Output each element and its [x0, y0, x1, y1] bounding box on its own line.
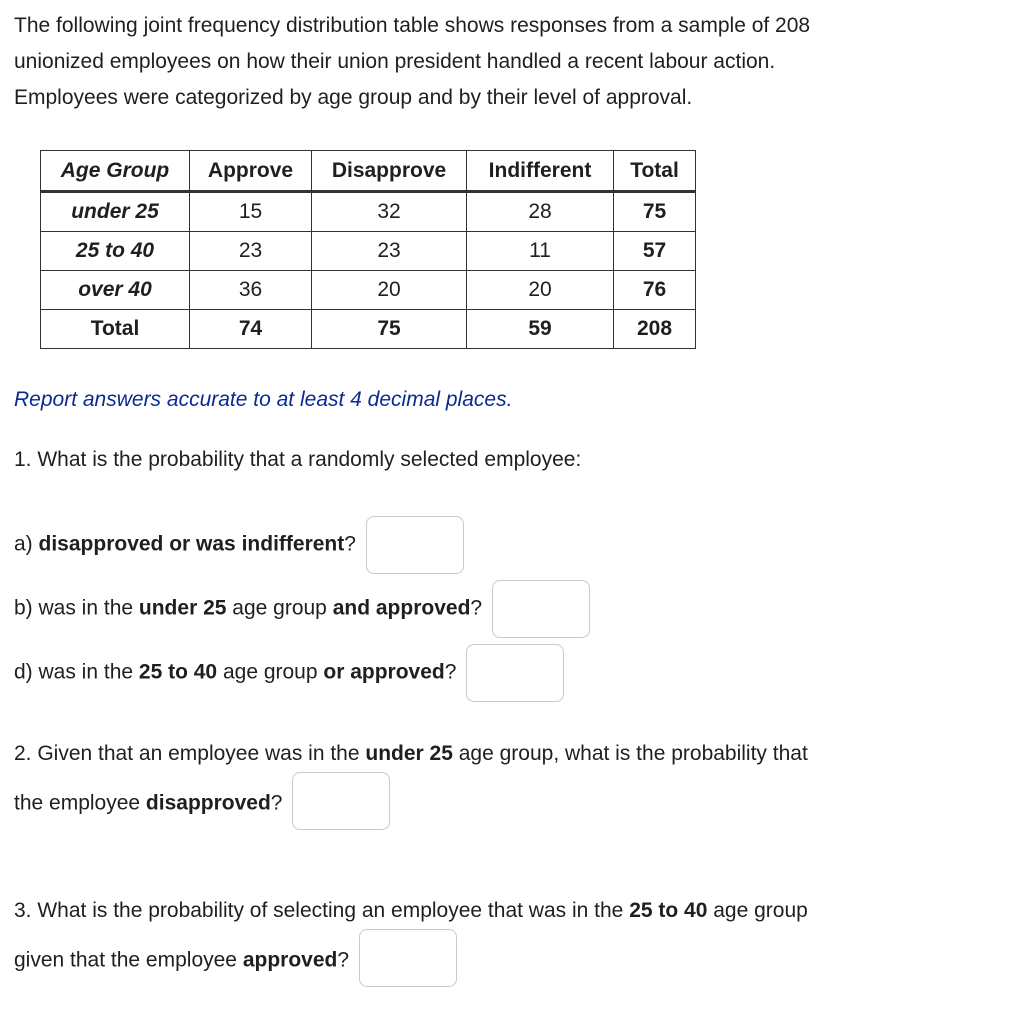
q2-mid: age group, what is the probability that [452, 742, 808, 765]
q1a-suffix: ? [344, 532, 356, 556]
table-row [41, 232, 696, 271]
q1b-suffix: ? [470, 596, 483, 620]
question-1a [14, 516, 464, 574]
cell-disapprove: 32 [312, 192, 467, 232]
row-label: under 25 [41, 192, 190, 232]
answer-input-1d[interactable] [466, 644, 564, 702]
q1d-prefix: d) was in the [14, 660, 139, 684]
q3-bold2: approved [242, 948, 338, 972]
cell-total: 75 [614, 192, 696, 232]
q2-line2-prefix: the employee [14, 791, 146, 815]
q2-suffix: ? [270, 791, 283, 815]
q1d-suffix: ? [444, 660, 457, 684]
question-1-prompt: 1. What is the probability that a randomly selected employee: [14, 448, 582, 471]
cell-approve: 36 [190, 271, 312, 310]
q3-suffix: ? [337, 948, 350, 972]
q3-mid: age group [707, 899, 808, 922]
cell-disapprove-total: 75 [312, 310, 467, 349]
cell-disapprove: 23 [312, 232, 467, 271]
question-1b [14, 580, 590, 638]
frequency-table [40, 150, 696, 349]
q2-bold1: under 25 [365, 742, 453, 765]
q1a-bold: disapproved or was indifferent [38, 532, 345, 556]
header-indifferent: Indifferent [467, 151, 614, 192]
question-1d [14, 644, 564, 702]
table-row [41, 271, 696, 310]
question-2 [14, 730, 974, 830]
cell-approve: 23 [190, 232, 312, 271]
answer-input-1b[interactable] [492, 580, 590, 638]
q1a-prefix: a) [14, 532, 39, 556]
cell-indifferent-total: 59 [467, 310, 614, 349]
cell-grand-total: 208 [614, 310, 696, 349]
cell-indifferent: 20 [467, 271, 614, 310]
answer-input-3[interactable] [359, 929, 457, 987]
intro-line: The following joint frequency distribution table shows responses from a sample of 208 [14, 14, 811, 37]
cell-indifferent: 28 [467, 192, 614, 232]
q1d-bold1: 25 to 40 [138, 660, 218, 684]
header-age-group: Age Group [41, 151, 190, 192]
header-approve: Approve [190, 151, 312, 192]
answer-input-2[interactable] [292, 772, 390, 830]
q1b-mid: age group [226, 596, 333, 620]
q1b-prefix: b) was in the [14, 596, 139, 620]
precision-note: Report answers accurate to at least 4 decimal places. [14, 388, 513, 411]
intro-line: Employees were categorized by age group and by their level of approval. [14, 86, 693, 109]
header-total: Total [614, 151, 696, 192]
intro-line: unionized employees on how their union president handled a recent labour action. [14, 50, 776, 73]
table-total-row [41, 310, 696, 349]
table-header-row [41, 151, 696, 192]
cell-approve: 15 [190, 192, 312, 232]
header-disapprove: Disapprove [312, 151, 467, 192]
row-label: 25 to 40 [41, 232, 190, 271]
q2-prefix: 2. Given that an employee was in the [14, 742, 366, 765]
cell-total: 76 [614, 271, 696, 310]
question-3 [14, 887, 974, 987]
row-label: Total [41, 310, 190, 349]
cell-approve-total: 74 [190, 310, 312, 349]
problem-intro [14, 8, 974, 116]
q1d-bold2: or approved [323, 660, 445, 684]
answer-input-1a[interactable] [366, 516, 464, 574]
q1b-bold1: under 25 [138, 596, 227, 620]
q3-prefix: 3. What is the probability of selecting an employee that was in the [14, 899, 630, 922]
cell-disapprove: 20 [312, 271, 467, 310]
q1b-bold2: and approved [332, 596, 471, 620]
cell-indifferent: 11 [467, 232, 614, 271]
row-label: over 40 [41, 271, 190, 310]
q3-bold1: 25 to 40 [629, 899, 708, 922]
q2-bold2: disapproved [145, 791, 271, 815]
q1d-mid: age group [217, 660, 324, 684]
q3-line2-prefix: given that the employee [14, 948, 243, 972]
table-row [41, 192, 696, 232]
cell-total: 57 [614, 232, 696, 271]
